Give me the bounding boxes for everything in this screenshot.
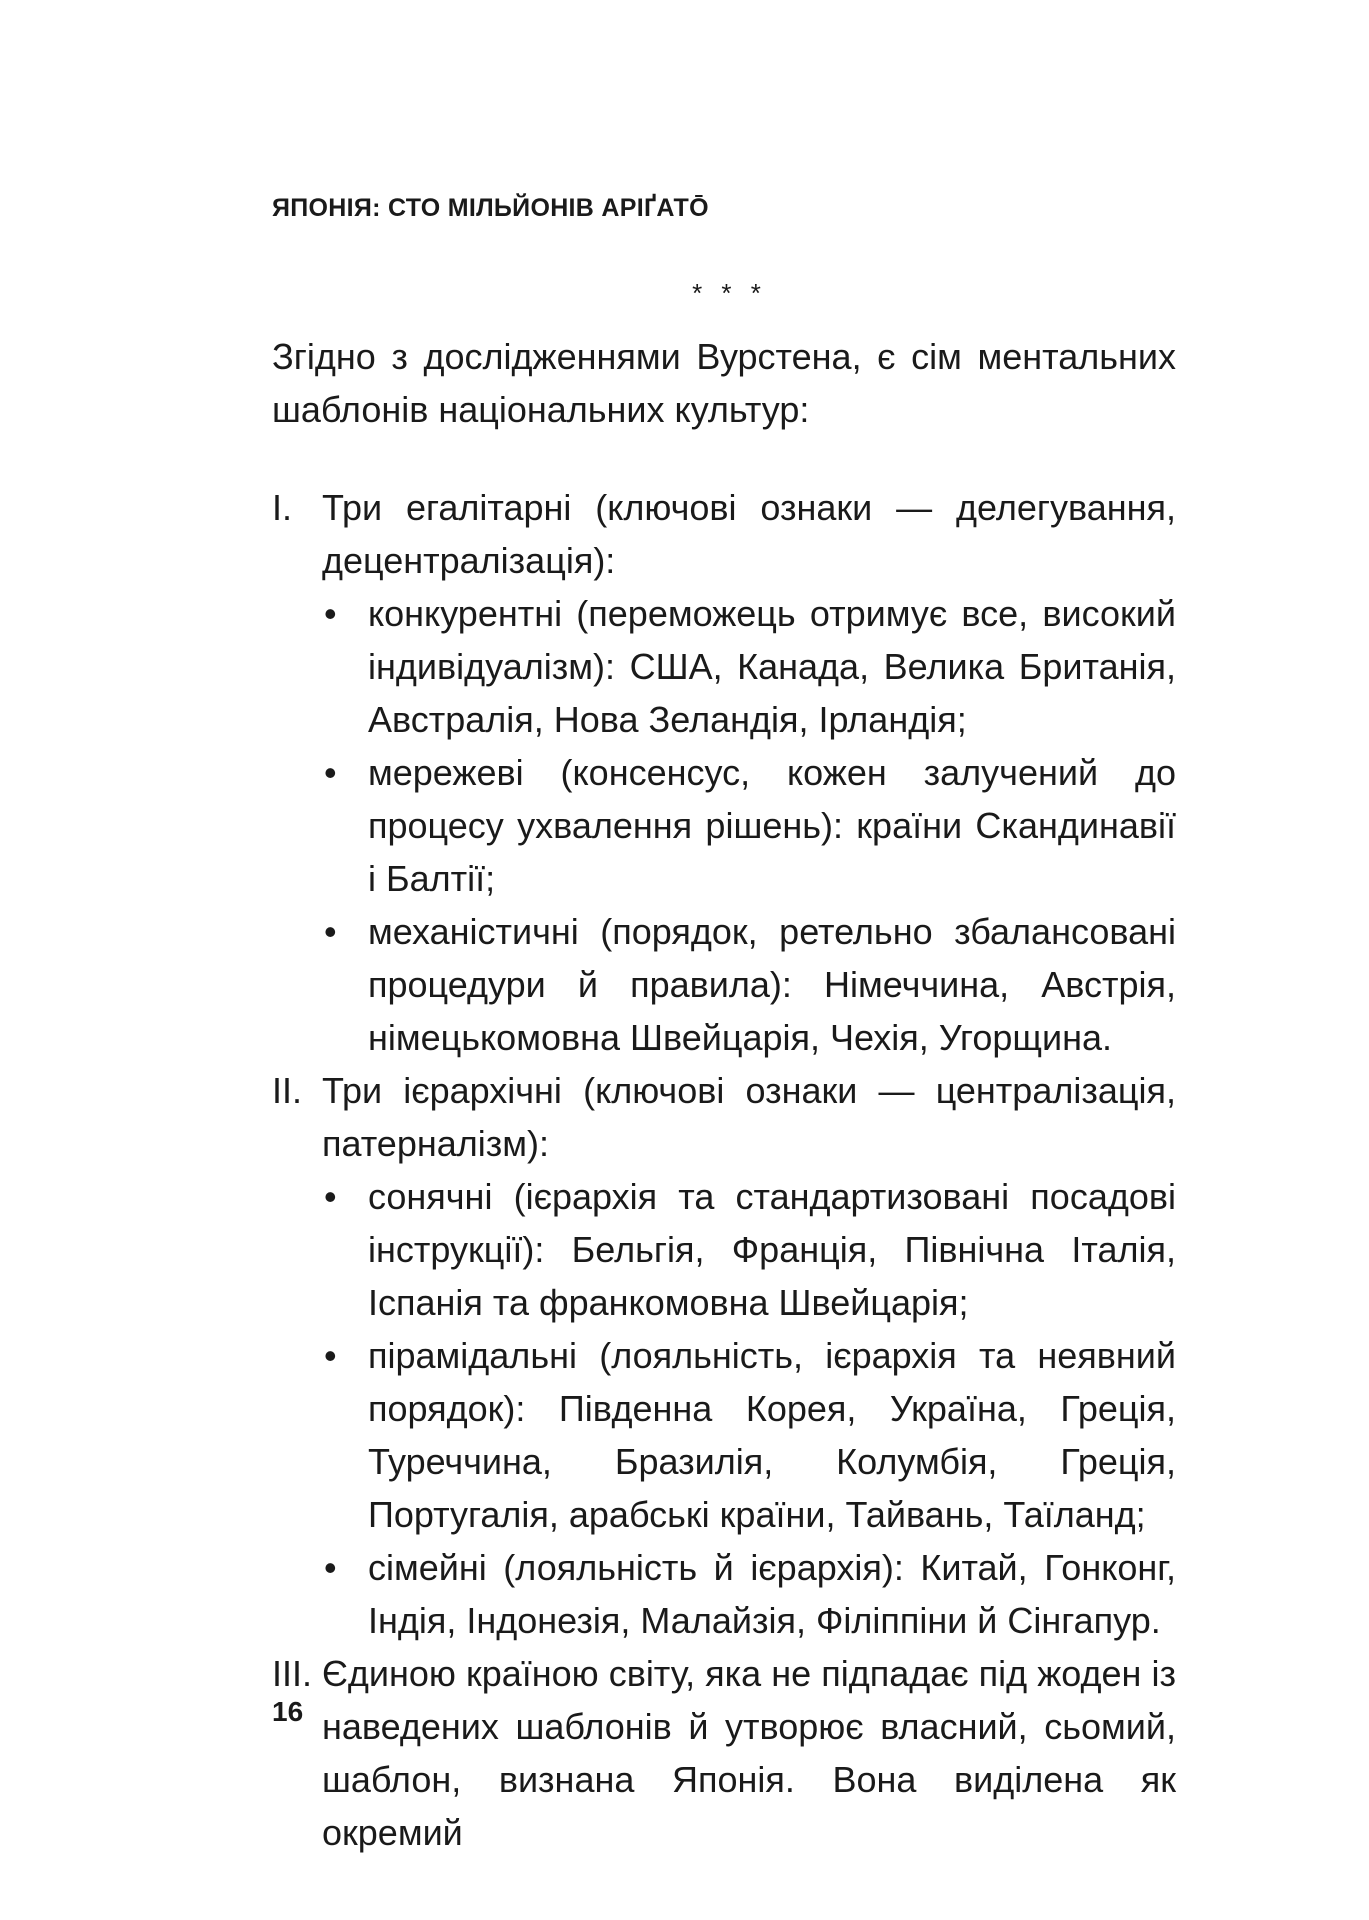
section-numeral: II. [272,1070,303,1111]
list-item-text: сонячні (ієрархія та стандартизовані посадові інструкції): Бельгія, Франція, Північна Італія, Іспанія та франкомовна Швейцарія; [368,1176,1176,1323]
section-separator: * * * [692,278,767,308]
section-heading-text: Три ієрархічні (ключові ознаки — централізація, патерналізм): [322,1070,1176,1164]
bullet-icon: • [324,1176,337,1217]
list-item [322,905,1176,1064]
list-item-text: мережеві (консенсус, кожен залучений до процесу ухвалення рішень): країни Скандинавії і Балтії; [368,752,1176,899]
section-hierarchical [272,1064,1176,1647]
bullet-icon: • [324,752,337,793]
list-item [322,1329,1176,1541]
bullet-icon: • [324,911,337,952]
section-numeral: III. [272,1653,313,1694]
list-item-text: конкурентні (переможець отримує все, високий індивідуалізм): США, Канада, Велика Британія, Австралія, Нова Зеландія, Ірландія; [368,593,1176,740]
list-item-text: пірамідальні (лояльність, ієрархія та неявний порядок): Південна Корея, Україна, Греція, Туреччина, Бразилія, Колумбія, Греція, Португалія, арабські країни, Тайвань, Таїланд; [368,1335,1176,1535]
bullet-icon: • [324,1547,337,1588]
section-japan [272,1647,1176,1859]
bullet-list [322,587,1176,1064]
section-egalitarian [272,481,1176,1064]
bullet-icon: • [324,593,337,634]
list-item [322,1170,1176,1329]
intro-paragraph: Згідно з дослідженнями Вурстена, є сім ментальних шаблонів національних культур: [272,336,1176,430]
bullet-icon: • [324,1335,337,1376]
list-item [322,746,1176,905]
list-item [322,1541,1176,1647]
running-head: ЯПОНІЯ: СТО МІЛЬЙОНІВ АРІҐАТŌ [272,194,709,222]
bullet-list [322,1170,1176,1647]
section-heading-text: Єдиною країною світу, яка не підпадає під жоден із наведених шаблонів й утворює власний, сьомий, шаблон, визнана Японія. Вона виділена як окремий [322,1653,1176,1853]
list-item-text: сімейні (лояльність й ієрархія): Китай, Гонконг, Індія, Індонезія, Малайзія, Філіппіни й Сінгапур. [368,1547,1176,1641]
section-heading-text: Три егалітарні (ключові ознаки — делегування, децентралізація): [322,487,1176,581]
list-item [322,587,1176,746]
culture-patterns-list [272,481,1176,1859]
section-numeral: I. [272,487,293,528]
list-item-text: механістичні (порядок, ретельно збалансовані процедури й правила): Німеччина, Австрія, німецькомовна Швейцарія, Чехія, Угорщина. [368,911,1176,1058]
page-number: 16 [272,1696,304,1727]
